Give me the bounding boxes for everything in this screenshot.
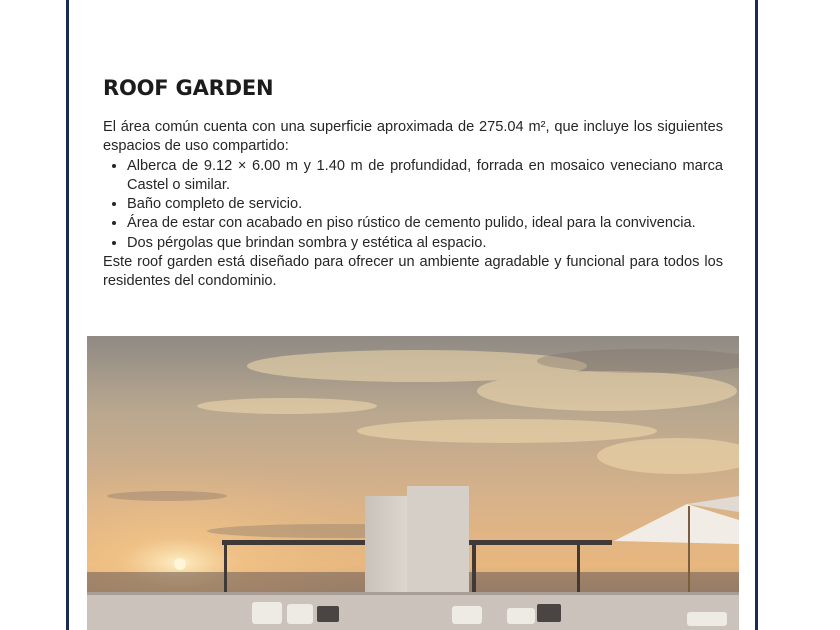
amenity-lounge: • Área de estar con acabado en piso rústico de cemento pulido, ideal para la convivencia. — [127, 214, 723, 233]
amenity-pergolas: • Dos pérgolas que brindan sombra y estética al espacio. — [127, 234, 723, 253]
intro-paragraph: El área común cuenta con una superficie aproximada de 275.04 m², que incluye los siguientes espacios de uso compartido: — [103, 119, 723, 155]
amenity-bathroom: • Baño completo de servicio. — [127, 195, 723, 214]
section-title: ROOF GARDEN — [103, 76, 274, 100]
amenity-pool: • Alberca de 9.12 × 6.00 m y 1.40 m de profundidad, forrada en mosaico veneciano marca Castel o similar. — [127, 157, 723, 196]
closing-paragraph: Este roof garden está diseñado para ofrecer un ambiente agradable y funcional para todos los residentes del condominio. — [103, 254, 723, 290]
amenities-list — [103, 157, 723, 253]
section-body — [103, 118, 723, 292]
roof-garden-render — [87, 336, 739, 630]
